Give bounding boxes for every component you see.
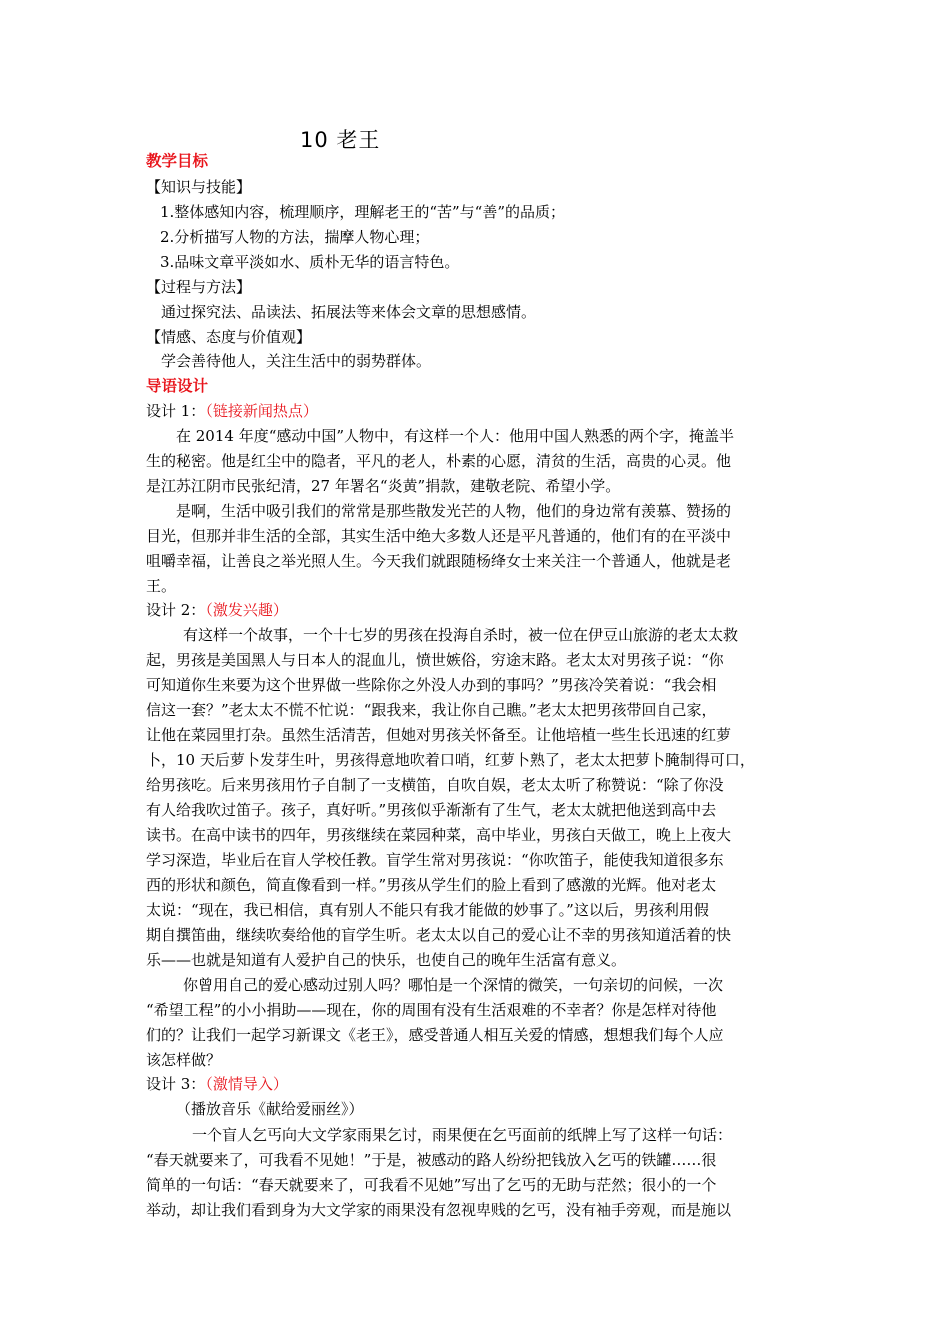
paragraph-line: 乐——也就是知道有人爱护自己的快乐，也使自己的晚年生活富有意义。: [146, 951, 627, 969]
subheading-process: 【过程与方法】: [146, 278, 252, 296]
design-2-label: [146, 600, 288, 620]
values-text: 学会善待他人，关注生活中的弱势群体。: [161, 352, 432, 370]
design-tag: （链接新闻热点）: [205, 402, 318, 420]
paragraph-line: 简单的一句话：“春天就要来了，可我看不见她”写出了乞丐的无助与茫然；很小的一个: [146, 1176, 717, 1194]
paragraph-line: 可知道你生来要为这个世界做一些除你之外没人办到的事吗？”男孩冷笑着说：“我会相: [146, 676, 717, 694]
process-text: 通过探究法、品读法、拓展法等来体会文章的思想感情。: [161, 303, 537, 321]
paragraph-line: 学习深造，毕业后在盲人学校任教。盲学生常对男孩说：“你吹笛子，能使我知道很多东: [146, 851, 724, 869]
paragraph-line: 是啊，生活中吸引我们的常常是那些散发光芒的人物，他们的身边常有羡慕、赞扬的: [176, 502, 732, 520]
paragraph-line: 生的秘密。他是红尘中的隐者，平凡的老人，朴素的心愿，清贫的生活，高贵的心灵。他: [146, 452, 732, 470]
design-tag: （激发兴趣）: [205, 601, 288, 619]
paragraph-line: 信这一套？”老太太不慌不忙说：“跟我来，我让你自己瞧。”老太太把男孩带回自己家，: [146, 701, 717, 719]
paragraph-line: “希望工程”的小小捐助——现在，你的周围有没有生活艰难的不幸者？你是怎样对待他: [146, 1001, 717, 1019]
paragraph-line: （播放音乐《献给爱丽丝》）: [176, 1100, 364, 1118]
paragraph-line: “春天就要来了，可我看不见她！”于是，被感动的路人纷纷把钱放入乞丐的铁罐……很: [146, 1151, 717, 1169]
paragraph-line: 让他在菜园里打杂。虽然生活清苦，但她对男孩关怀备至。让他培植一些生长迅速的红萝: [146, 726, 732, 744]
design-label-text: 设计 2：: [146, 601, 206, 619]
paragraph-line: 王。: [146, 577, 177, 595]
paragraph-line: 期自撰笛曲，继续吹奏给他的盲学生听。老太太以自己的爱心让不幸的男孩知道活着的快: [146, 926, 732, 944]
paragraph-line: 咀嚼幸福，让善良之举光照人生。今天我们就跟随杨绛女士来关注一个普通人，他就是老: [146, 552, 732, 570]
design-1-label: [146, 401, 318, 421]
paragraph-line: 有这样一个故事，一个十七岁的男孩在投海自杀时，被一位在伊豆山旅游的老太太救: [183, 626, 739, 644]
paragraph-line: 太说：“现在，我已相信，真有别人不能只有我才能做的妙事了。”这以后，男孩利用假: [146, 901, 709, 919]
design-label-text: 设计 3：: [146, 1075, 206, 1093]
paragraph-line: 有人给我吹过笛子。孩子，真好听。”男孩似乎渐渐有了生气，老太太就把他送到高中去: [146, 801, 717, 819]
paragraph-line: 是江苏江阴市民张纪清，27 年署名“炎黄”捐款，建敬老院、希望小学。: [146, 477, 621, 495]
design-label-text: 设计 1：: [146, 402, 206, 420]
paragraph-line: 起，男孩是美国黑人与日本人的混血儿，愤世嫉俗，穷途末路。老太太对男孩子说：“你: [146, 651, 724, 669]
heading-intro-design: 导语设计: [146, 377, 209, 395]
goal-item-2: 2.分析描写人物的方法，揣摩人物心理；: [160, 228, 430, 246]
lesson-title: 10 老王: [300, 128, 381, 152]
paragraph-line: 卜，10 天后萝卜发芽生叶，男孩得意地吹着口哨，红萝卜熟了，老太太把萝卜腌制得可口，: [146, 751, 755, 769]
subheading-values: 【情感、态度与价值观】: [146, 328, 312, 346]
heading-teaching-goals: 教学目标: [146, 152, 209, 170]
paragraph-line: 你曾用自己的爱心感动过别人吗？哪怕是一个深情的微笑，一句亲切的问候，一次: [183, 976, 724, 994]
design-3-label: [146, 1074, 288, 1094]
paragraph-line: 们的？让我们一起学习新课文《老王》，感受普通人相互关爱的情感，想想我们每个人应: [146, 1026, 724, 1044]
paragraph-line: 在 2014 年度“感动中国”人物中，有这样一个人：他用中国人熟悉的两个字，掩盖半: [176, 427, 735, 445]
paragraph-line: 读书。在高中读书的四年，男孩继续在菜园种菜，高中毕业，男孩白天做工，晚上上夜大: [146, 826, 732, 844]
paragraph-line: 举动，却让我们看到身为大文学家的雨果没有忽视卑贱的乞丐，没有袖手旁观，而是施以: [146, 1201, 732, 1219]
paragraph-line: 给男孩吃。后来男孩用竹子自制了一支横笛，自吹自娱，老太太听了称赞说：“除了你没: [146, 776, 724, 794]
subheading-knowledge: 【知识与技能】: [146, 178, 252, 196]
paragraph-line: 一个盲人乞丐向大文学家雨果乞讨，雨果便在乞丐面前的纸牌上写了这样一句话：: [192, 1126, 733, 1144]
goal-item-1: 1.整体感知内容，梳理顺序，理解老王的“苦”与“善”的品质；: [160, 203, 565, 221]
paragraph-line: 该怎样做？: [146, 1051, 222, 1069]
goal-item-3: 3.品味文章平淡如水、质朴无华的语言特色。: [160, 253, 460, 271]
design-tag: （激情导入）: [205, 1075, 288, 1093]
paragraph-line: 西的形状和颜色，简直像看到一样。”男孩从学生们的脸上看到了感激的光辉。他对老太: [146, 876, 717, 894]
paragraph-line: 目光，但那并非生活的全部，其实生活中绝大多数人还是平凡普通的，他们有的在平淡中: [146, 527, 732, 545]
